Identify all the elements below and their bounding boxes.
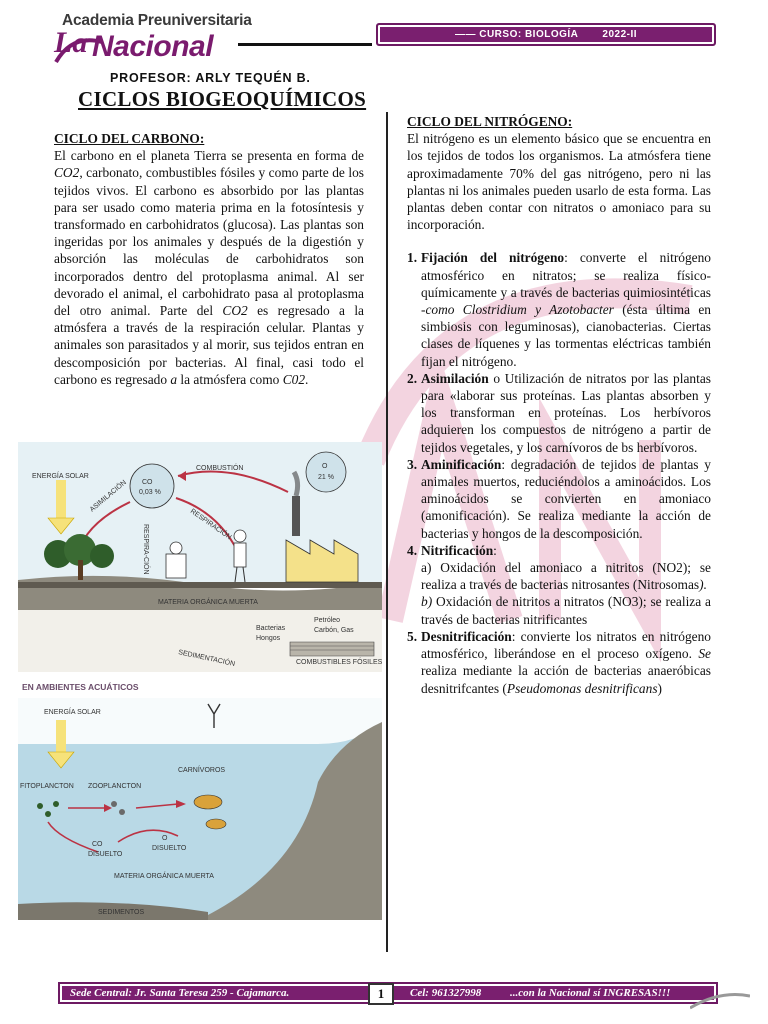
- diagram-co2-label: CO: [142, 479, 153, 486]
- diagram-petroleo: Petróleo: [314, 617, 341, 624]
- nitrogen-step-1: 1. Fijación del nitrógeno: converte el nitrógeno atmosférico en nitratos; se realiza físico-químicamente y a través de bacterias quimiosintéticas -como Clostridium y Azotobacter (ésta última en simbiosis con leguminosas), cianobacterias. Ciertas clases de líquenes y las tormentas eléctricas también fijan el nitrógeno.: [407, 250, 711, 369]
- diagram-acuaticos-heading: EN AMBIENTES ACUÁTICOS: [22, 682, 139, 692]
- nitrogen-step-3: 3. Aminificación: degradación de tejidos de plantas y animales muertos, reduciéndolos a aminoácidos. Los aminoácidos se convierten en amoniaco (amonificación). Se realiza mediante la acción de bacterias y hongos de la descomposición.: [407, 456, 711, 541]
- course-period: 2022-II: [602, 29, 638, 40]
- course-banner: [376, 23, 716, 46]
- header-rule: [238, 43, 372, 46]
- nitrogen-cycle-heading: CICLO DEL NITRÓGENO:: [407, 114, 573, 129]
- logo-la: La: [54, 26, 88, 59]
- diagram-sedimentacion: SEDIMENTACIÓN: [177, 649, 236, 668]
- diagram-o2-percent: 21 %: [318, 474, 334, 481]
- teacher-name: PROFESOR: ARLY TEQUÉN B.: [110, 71, 311, 85]
- diagram-sedimentos: SEDIMENTOS: [98, 909, 145, 916]
- nitrogen-step-4: 4. Nitrificación: a) Oxidación del amoniaco a nitritos (NO2); se realiza a través de bacterias nitrosantes (Nitrosomas). b) Oxidación de nitritos a nitratos (NO3); se realiza a través de bacterias nitrificantes: [407, 542, 711, 627]
- logo-name: Nacional: [92, 30, 214, 63]
- diagram-materia-organica-2: MATERIA ORGÁNICA MUERTA: [114, 873, 214, 880]
- diagram-zooplancton: ZOOPLANCTON: [88, 783, 142, 790]
- diagram-fitoplancton: FITOPLANCTON: [20, 783, 74, 790]
- nitrogen-cycle-section: [407, 113, 711, 697]
- column-divider: [386, 112, 388, 952]
- diagram-disuelto-1: DISUELTO: [88, 851, 123, 858]
- page-number: 1: [368, 983, 394, 1005]
- course-label: ―― CURSO: BIOLOGÍA: [454, 29, 579, 40]
- footer-phone: Cel: 961327998: [410, 987, 482, 999]
- carbon-cycle-diagram: [18, 442, 382, 920]
- nitrogen-step-5: 5. Desnitrificación: convierte los nitratos en nitrógeno atmosférico, liberándose en el proceso oxígeno. Se realiza mediante la acción de bacterias anaeróbicas desnitrifcantes (Pseudomonas desnitrificans): [407, 628, 711, 696]
- logo-tagline: Academia Preuniversitaria: [62, 12, 252, 29]
- page-title: CICLOS BIOGEOQUÍMICOS: [78, 87, 367, 111]
- footer-address: Sede Central: Jr. Santa Teresa 259 - Cajamarca.: [70, 987, 290, 999]
- footer-swoosh-icon: [690, 990, 750, 1010]
- diagram-bacterias: Bacterias: [256, 625, 286, 632]
- nitrogen-step-2: 2. Asimilación o Utilización de nitratos por las plantas para «laborar sus proteínas. Las plantas absorben y los transforman en proteínas. Los herbívoros adquieren los compuestos de nitrógeno a partir de tejidos vegetales, y los carnívoros de bs herbívoros.: [407, 370, 711, 455]
- diagram-energia-solar: ENERGÍA SOLAR: [32, 473, 89, 480]
- diagram-carnivoros: CARNÍVOROS: [178, 767, 226, 774]
- carbon-cycle-section: [54, 130, 364, 388]
- diagram-combustibles-fosiles: COMBUSTIBLES FÓSILES: [296, 659, 382, 666]
- diagram-respiracion-short: RESPIRA-CIÓN: [142, 524, 149, 575]
- diagram-o2-disuelto: O: [162, 835, 168, 842]
- diagram-materia-organica: MATERIA ORGÁNICA MUERTA: [158, 599, 258, 606]
- carbon-cycle-heading: CICLO DEL CARBONO:: [54, 131, 205, 146]
- diagram-disuelto-2: DISUELTO: [152, 845, 187, 852]
- diagram-asimilacion: ASIMILACIÓN: [88, 479, 128, 514]
- diagram-co2-percent: 0,03 %: [139, 489, 161, 496]
- diagram-hongos: Hongos: [256, 635, 281, 642]
- diagram-combustion: COMBUSTIÓN: [196, 465, 244, 472]
- diagram-energia-solar-2: ENERGÍA SOLAR: [44, 709, 101, 716]
- carbon-cycle-text: El carbono en el planeta Tierra se presenta en forma de CO2, carbonato, combustibles fósiles y como parte de los tejidos vivos. El carbono es absorbido por las plantas para ser usado como materia prima en la fotosíntesis y transformado en carbohidratos (glucosa). Las plantas son ingeridas por los animales y después de la digestión y absorción las moléculas de carbohidratos son incorporados dentro del protoplasma animal. Al ser devorado el animal, el carbohidrato pasa al protoplasma del otro animal. Parte del CO2 es regresado a la atmósfera a través de la respiración celular. Plantas y animales son parasitados y al morir, sus tejidos entran en descomposición por bacterias. Al final, casi todo el carbono es regresado a la atmósfera como C02.: [54, 148, 365, 387]
- diagram-co2-disuelto: CO: [92, 841, 103, 848]
- diagram-o2-label: O: [322, 463, 328, 470]
- nitrogen-intro: El nitrógeno es un elemento básico que se encuentra en los tejidos de todos los organismos. La atmósfera tiene aproximadamente 70% del gas nitrógeno, pero ni las plantas ni los animales pueden usarlo de esta forma. Las plantas deben contar con nitratos o amoniaco para su incorporación.: [407, 131, 711, 233]
- diagram-carbon-gas: Carbón, Gas: [314, 627, 354, 634]
- footer-slogan: ...con la Nacional sí INGRESAS!!!: [510, 987, 671, 999]
- academy-logo: [52, 10, 372, 72]
- diagram-respiracion: RESPIRACIÓN: [188, 507, 233, 542]
